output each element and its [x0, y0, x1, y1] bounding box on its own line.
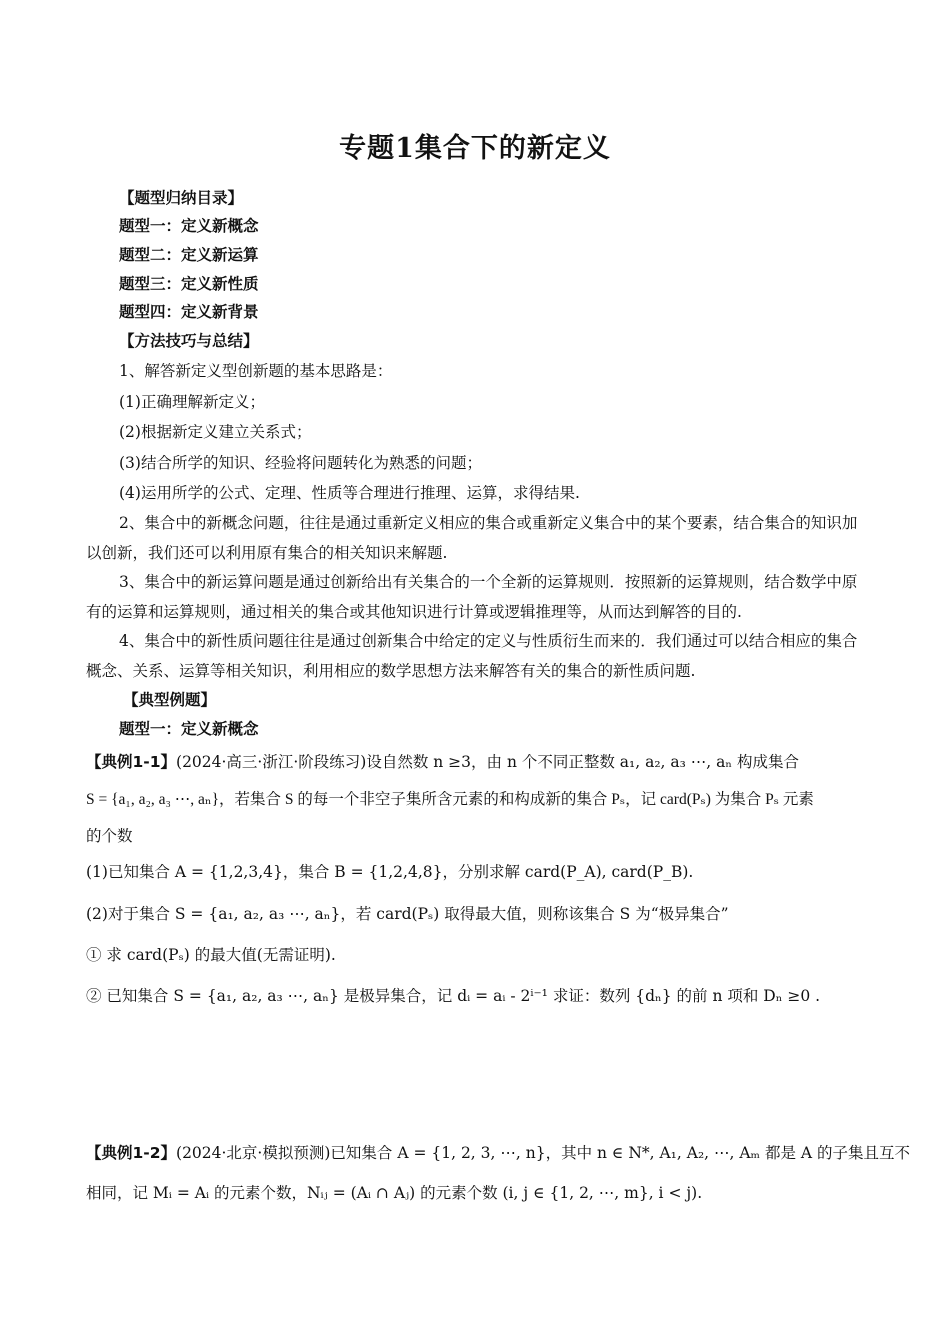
methods-paragraph-4: 4、集合中的新性质问题往往是通过创新集合中给定的定义与性质衍生而来的．我们通过可以结合相应的集合概念、关系、运算等相关知识，利用相应的数学思想方法来解答有关的集合的新性质问题.: [86, 632, 858, 680]
example-1-1-question-2: (2)对于集合 S = {a₁, a₂, a₃ ⋯, aₙ}，若 card(Pₛ) 取得最大值，则称该集合 S 为“极异集合”: [86, 905, 729, 923]
example-1-2-line-1: [86, 1142, 910, 1164]
methods-paragraph-2: 2、集合中的新概念问题，往往是通过重新定义相应的集合或重新定义集合中的某个要素，结合集合的知识加以创新，我们还可以利用原有集合的相关知识来解题.: [86, 514, 858, 562]
toc-heading: 【题型归纳目录】: [119, 189, 244, 207]
example-1-1-question-2a: ① 求 card(Pₛ) 的最大值(无需证明).: [86, 946, 336, 964]
methods-step-1: (1)正确理解新定义；: [119, 393, 265, 411]
examples-heading: 【典型例题】: [123, 691, 217, 709]
example-1-1-line-1: [86, 751, 799, 773]
example-1-1-line-3: 的个数: [86, 827, 133, 845]
methods-step-3: (3)结合所学的知识、经验将问题转化为熟悉的问题；: [119, 454, 482, 472]
example-1-2-line-2: 相同，记 Mᵢ = Aᵢ 的元素个数，Nᵢⱼ = (Aᵢ ∩ Aⱼ) 的元素个数 (i, j ∈ {1, 2, ⋯, m}, i < j).: [86, 1184, 703, 1202]
example-1-2-text-1: (2024·北京·模拟预测)已知集合 A = {1, 2, 3, ⋯, n}，其中 n ∈ N*, A₁, A₂, ⋯, Aₘ 都是 A 的子集且互不: [176, 1144, 911, 1162]
example-1-1-label: 【典例1-1】: [86, 753, 177, 771]
methods-step-2: (2)根据新定义建立关系式；: [119, 423, 312, 441]
toc-item-1: 题型一：定义新概念: [119, 217, 259, 235]
example-1-1-line-2: S = {a₁, a₂, a₃ ⋯, aₙ}，若集合 S 的每一个非空子集所含元素的和构成新的集合 Pₛ，记 card(Pₛ) 为集合 Pₛ 元素: [86, 791, 814, 808]
toc-item-3: 题型三：定义新性质: [119, 275, 259, 293]
example-1-2-label: 【典例1-2】: [86, 1144, 177, 1162]
toc-item-4: 题型四：定义新背景: [119, 303, 259, 321]
page-title: 专题1集合下的新定义: [339, 133, 611, 164]
example-1-1-question-2b: ② 已知集合 S = {a₁, a₂, a₃ ⋯, aₙ} 是极异集合，记 dᵢ = aᵢ - 2ⁱ⁻¹ 求证：数列 {dₙ} 的前 n 项和 Dₙ ≥0 .: [86, 987, 821, 1005]
methods-paragraph-3: 3、集合中的新运算问题是通过创新给出有关集合的一个全新的运算规则．按照新的运算规则，结合数学中原有的运算和运算规则，通过相关的集合或其他知识进行计算或逻辑推理等，从而达到解答的目的.: [86, 573, 858, 621]
methods-intro: 1、解答新定义型创新题的基本思路是：: [119, 362, 393, 380]
methods-step-4: (4)运用所学的公式、定理、性质等合理进行推理、运算，求得结果.: [119, 484, 580, 502]
toc-item-2: 题型二：定义新运算: [119, 246, 259, 264]
example-1-1-question-1: (1)已知集合 A = {1,2,3,4}，集合 B = {1,2,4,8}，分别求解 card(P_A), card(P_B).: [86, 863, 694, 881]
example-1-1-text-1: (2024·高三·浙江·阶段练习)设自然数 n ≥3，由 n 个不同正整数 a₁, a₂, a₃ ⋯, aₙ 构成集合: [176, 753, 800, 771]
type-1-heading: 题型一：定义新概念: [119, 720, 259, 738]
methods-heading: 【方法技巧与总结】: [119, 332, 259, 350]
